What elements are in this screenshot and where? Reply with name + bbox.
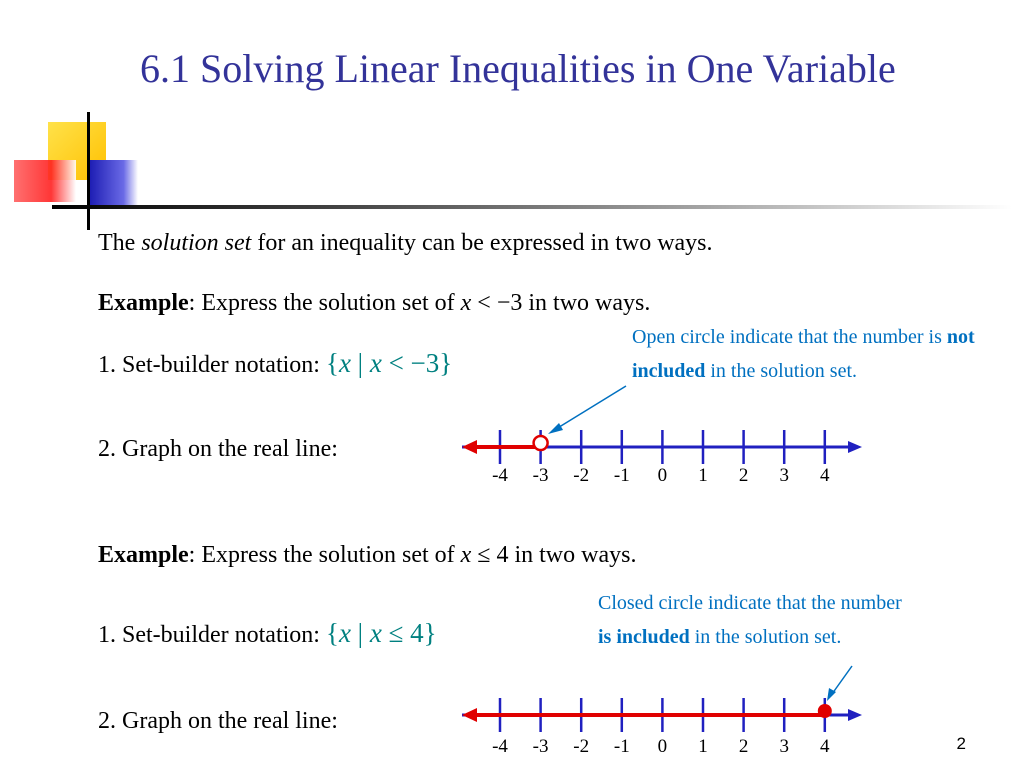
tick-label: 3 (779, 736, 789, 757)
example-1-heading: Example: Express the solution set of x < −3 in two ways. (98, 290, 651, 316)
tick-label: 4 (820, 736, 830, 757)
closed-circle-note: Closed circle indicate that the number is included in the solution set. (598, 592, 902, 648)
example-2-heading: Example: Express the solution set of x ≤ 4 in two ways. (98, 542, 637, 568)
slide-number: 2 (956, 734, 966, 753)
tick-label: 3 (779, 465, 789, 486)
example-1-graph-label: 2. Graph on the real line: (98, 436, 338, 462)
note-pointer-arrowhead (548, 423, 563, 434)
tick-label: -1 (613, 736, 630, 757)
solution-arrow-left (462, 708, 477, 722)
tick-label: -2 (573, 465, 590, 486)
tick-label: -3 (532, 465, 549, 486)
tick-label: 4 (820, 465, 830, 486)
setbuilder-expression: {x | x ≤ 4} (325, 618, 437, 648)
example-2-setbuilder: 1. Set-builder notation: {x | x ≤ 4} (98, 618, 437, 648)
note-pointer-line (832, 666, 852, 694)
example-2-graph-label: 2. Graph on the real line: (98, 708, 338, 734)
intro-text: The solution set for an inequality can be expressed in two ways. (98, 230, 713, 256)
open-circle-note: Open circle indicate that the number is not included in the solution set. (632, 326, 975, 382)
open-circle-endpoint (534, 436, 548, 450)
axis-arrow-right (848, 441, 862, 453)
tick-label: 2 (738, 465, 749, 486)
axis-arrow-right (848, 709, 862, 721)
tick-label: 1 (698, 736, 708, 757)
tick-label: -4 (492, 465, 508, 486)
tick-label: 2 (738, 736, 749, 757)
note-pointer-line (556, 386, 626, 429)
solution-arrow-left (462, 440, 477, 454)
setbuilder-expression: {x | x < −3} (325, 348, 453, 378)
closed-circle-endpoint (818, 704, 832, 718)
tick-label: 1 (698, 465, 708, 486)
example-1-setbuilder: 1. Set-builder notation: {x | x < −3} (98, 348, 453, 378)
tick-label: 0 (657, 736, 668, 757)
tick-label: -2 (573, 736, 590, 757)
tick-label: -1 (613, 465, 630, 486)
page-title: 6.1 Solving Linear Inequalities in One Variable (140, 46, 896, 91)
tick-label: -4 (492, 736, 508, 757)
tick-label: -3 (532, 736, 549, 757)
tick-label: 0 (657, 465, 668, 486)
